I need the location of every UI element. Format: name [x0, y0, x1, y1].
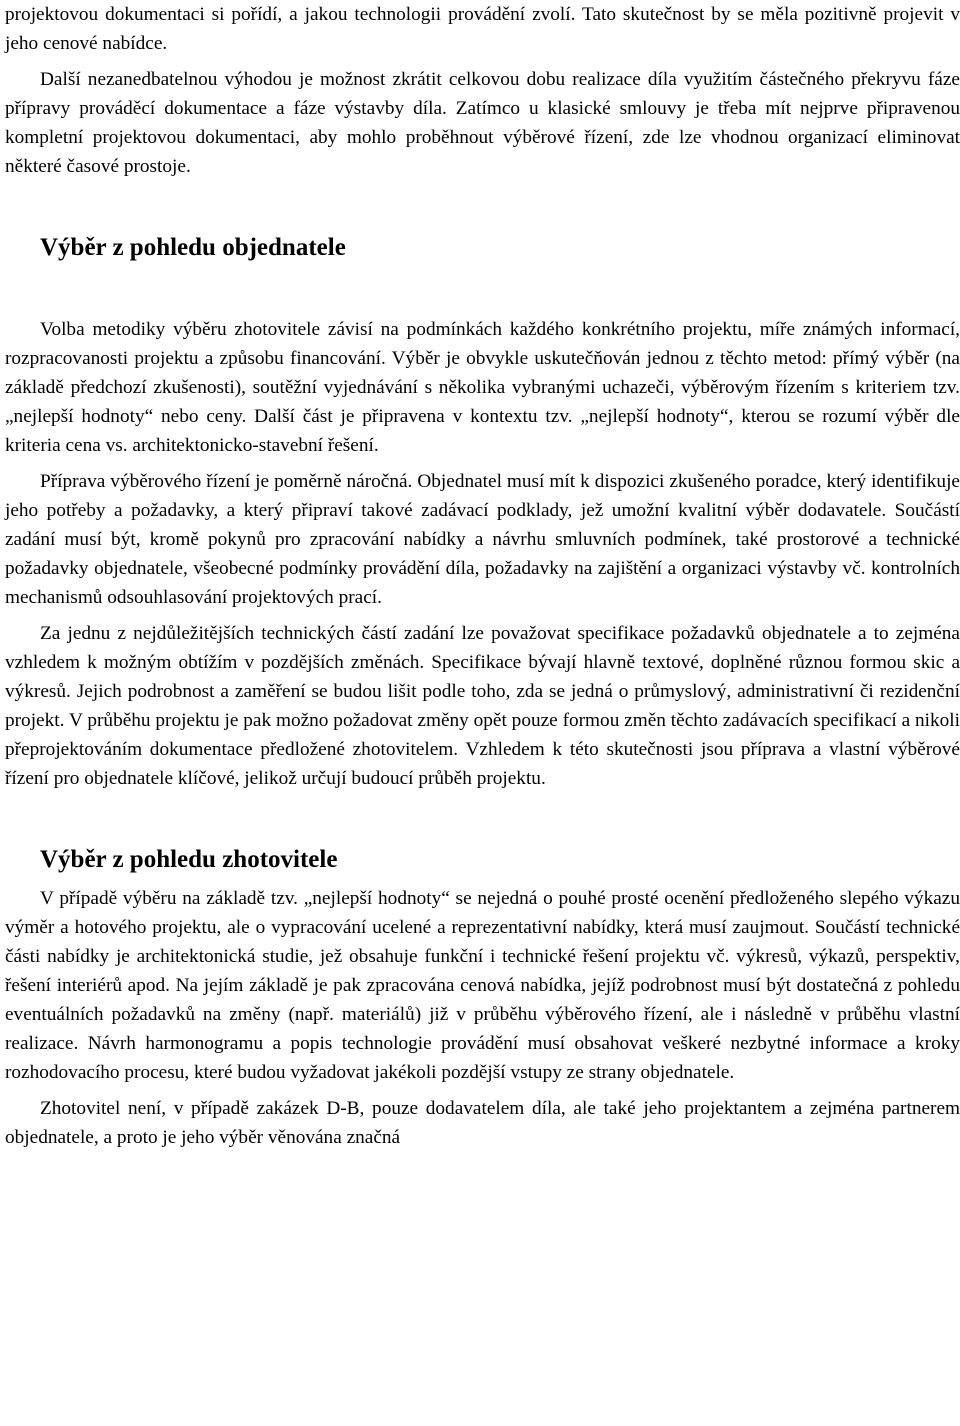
paragraph-selection-method: Volba metodiky výběru zhotovitele závisí na podmínkách každého konkrétního projektu, míře známých informací, rozpracovanosti projektu a způsobu financování. Výběr je obvykle uskutečňován jednou z těchto metod: přímý výběr (na základě předchozí zkušenosti), soutěžní vyjednávání s několika vybranými uchazeči, výběrovým řízením s kriteriem tzv. „nejlepší hodnoty“ nebo ceny. Další část je připravena v kontextu tzv. „nejlepší hodnoty“, kterou se rozumí výběr dle kriteria cena vs. architektonicko-stavební řešení.	[5, 319, 960, 456]
document-page	[5, 0, 960, 1152]
paragraph-tender-preparation: Příprava výběrového řízení je poměrně náročná. Objednatel musí mít k dispozici zkušeného poradce, který identifikuje jeho potřeby a požadavky, a který připraví takové zadávací podklady, jež umožní kvalitní výběr dodavatele. Součástí zadání musí být, kromě pokynů pro zpracování nabídky a návrhu smluvních podmínek, také prostorové a technické požadavky objednatele, všeobecné podmínky provádění díla, požadavky na zajištění a organizaci výstavby vč. kontrolních mechanismů odsouhlasování projektových prací.	[5, 471, 960, 608]
section-heading-client: Výběr z pohledu objednatele	[40, 234, 346, 261]
section-heading-contractor: Výběr z pohledu zhotovitele	[40, 846, 338, 873]
paragraph-advantage: Další nezanedbatelnou výhodou je možnost zkrátit celkovou dobu realizace díla využitím částečného překryvu fáze přípravy prováděcí dokumentace a fáze výstavby díla. Zatímco u klasické smlouvy je třeba mít nejprve připravenou kompletní projektovou dokumentaci, aby mohlo proběhnout výběrové řízení, zde lze vhodnou organizací eliminovat některé časové prostoje.	[5, 69, 960, 177]
paragraph-continued: projektovou dokumentaci si pořídí, a jakou technologii provádění zvolí. Tato skutečnost by se měla pozitivně projevit v jeho cenové nabídce.	[5, 4, 960, 54]
paragraph-contractor-role: Zhotovitel není, v případě zakázek D-B, pouze dodavatelem díla, ale také jeho projektantem a zejména partnerem objednatele, a proto je jeho výběr věnována značná	[5, 1098, 960, 1148]
paragraph-best-value-offer: V případě výběru na základě tzv. „nejlepší hodnoty“ se nejedná o pouhé prosté ocenění předloženého slepého výkazu výměr a hotového projektu, ale o vypracování ucelené a reprezentativní nabídky, která musí zaujmout. Součástí technické části nabídky je architektonická studie, jež obsahuje funkční i technické řešení projektu vč. výkresů, výkazů, perspektiv, řešení interiérů apod. Na jejím základě je pak zpracována cenová nabídka, jejíž podrobnost musí být dostatečná z pohledu eventuálních požadavků na změny (např. materiálů) již v průběhu výběrového řízení, ale i následně v průběhu vlastní realizace. Návrh harmonogramu a popis technologie provádění musí obsahovat veškeré nezbytné informace a kroky rozhodovacího procesu, které budou vyžadovat jakékoli pozdější vstupy ze strany objednatele.	[5, 888, 960, 1083]
paragraph-specifications: Za jednu z nejdůležitějších technických částí zadání lze považovat specifikace požadavků objednatele a to zejména vzhledem k možným obtížím v pozdějších změnách. Specifikace bývají hlavně textové, doplněné různou formou skic a výkresů. Jejich podrobnost a zaměření se budou lišit podle toho, zda se jedná o průmyslový, administrativní či rezidenční projekt. V průběhu projektu je pak možno požadovat změny opět pouze formou změn těchto zadávacích specifikací a nikoli přeprojektováním dokumentace předložené zhotovitelem. Vzhledem k této skutečnosti jsou příprava a vlastní výběrové řízení pro objednatele klíčové, jelikož určují budoucí průběh projektu.	[5, 623, 960, 789]
